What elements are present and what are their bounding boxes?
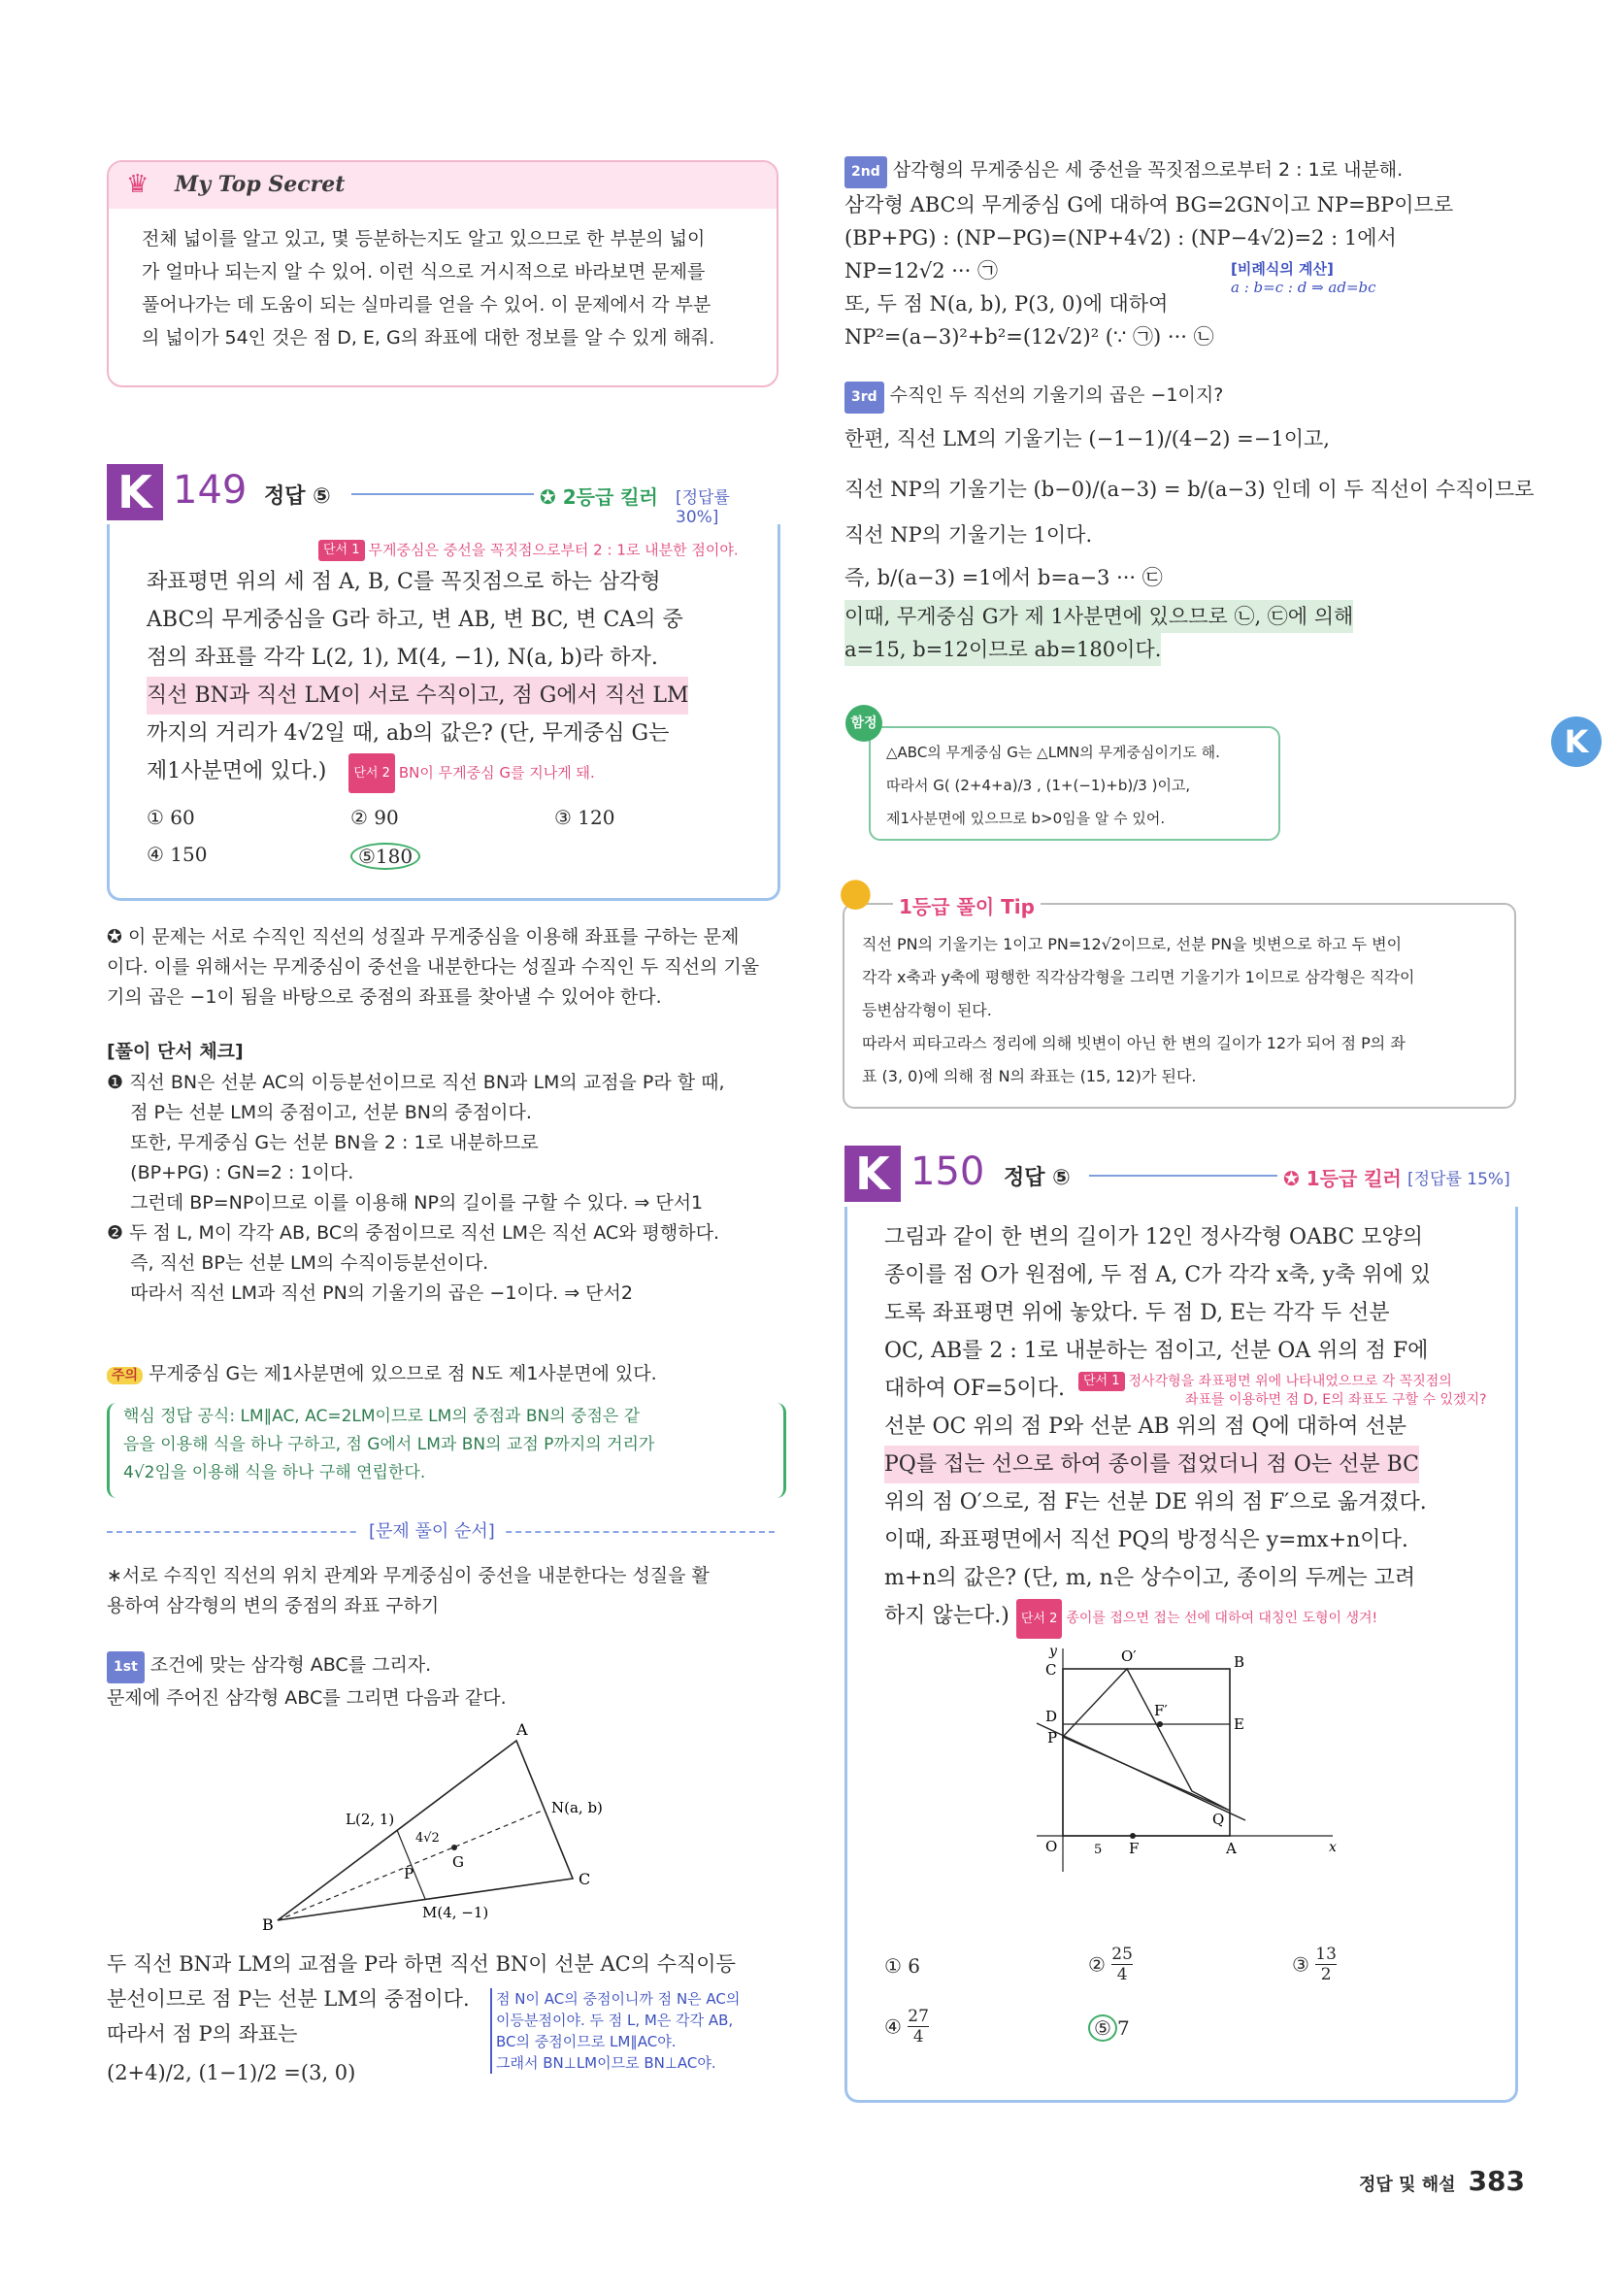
- step2-tag: 2nd: [844, 156, 887, 188]
- fraction-denominator: 4: [912, 2027, 924, 2046]
- problem-number: 150: [910, 1149, 985, 1194]
- hint2-tag: 단서 2: [1016, 1599, 1063, 1639]
- fraction-numerator: 27: [908, 2007, 929, 2026]
- problem-line: PQ를 접는 선으로 하여 종이를 접었더니 점 O는 선분 BC: [884, 1446, 1419, 1483]
- choice-5-correct[interactable]: [1088, 2016, 1130, 2040]
- label-b: B: [262, 1915, 274, 1934]
- step2: [844, 155, 1453, 353]
- problem-line-text: 제1사분면에 있다.): [147, 759, 327, 783]
- order-title: [문제 풀이 순서]: [359, 1517, 505, 1543]
- triangle-figure: [233, 1723, 641, 1937]
- choice-2[interactable]: [1088, 1945, 1133, 1984]
- step2-line: 또, 두 점 N(a, b), P(3, 0)에 대하여: [844, 292, 1169, 316]
- trap-line: 제1사분면에 있으므로 b>0임을 알 수 있어.: [886, 810, 1166, 827]
- k149-problem-text: [147, 563, 688, 793]
- step2-line: NP²=(a−3)²+b²=(12√2)² (∵ ㉠) ··· ㉡: [844, 325, 1214, 349]
- step1-tag: 1st: [107, 1651, 145, 1683]
- fraction-numerator: 25: [1111, 1945, 1133, 1964]
- tip-line: 따라서 피타고라스 정리에 의해 빗변이 아닌 한 변의 길이가 12가 되어 점 P의 좌: [862, 1034, 1406, 1052]
- top-secret-line: 가 얼마나 되는지 알 수 있어. 이런 식으로 거시적으로 바라보면 문제를: [142, 261, 706, 283]
- footer: [1359, 2165, 1525, 2197]
- page-number: 383: [1468, 2165, 1526, 2197]
- step3-line: 직선 NP의 기울기는 1이다.: [844, 523, 1093, 547]
- ratio-note-title: [비례식의 계산]: [1231, 260, 1334, 278]
- step1-title: 조건에 맞는 삼각형 ABC를 그리자.: [149, 1654, 432, 1676]
- hint2: [1016, 1611, 1377, 1626]
- side-tab-letter: K: [1564, 723, 1589, 760]
- problem-line: 선분 OC 위의 점 P와 선분 AB 위의 점 Q에 대하여 선분: [884, 1414, 1406, 1439]
- problem-line: 까지의 거리가 4√2일 때, ab의 값은? (단, 무게중심 G는: [147, 721, 670, 746]
- hint2-text: BN이 무게중심 G를 지나게 돼.: [398, 764, 595, 782]
- caution-text: 무게중심 G는 제1사분면에 있으므로 점 N도 제1사분면에 있다.: [149, 1363, 657, 1384]
- side-note-line: BC의 중점이므로 LM∥AC야.: [496, 2033, 677, 2050]
- formula-line: 핵심 정답 공식: LM∥AC, AC=2LM이므로 LM의 중점과 BN의 중점은 같: [123, 1407, 641, 1426]
- rate-label: [정답률 30%]: [676, 488, 730, 527]
- problem-line: 종이를 점 O가 원점에, 두 점 A, C가 각각 x축, y축 위에 있: [884, 1263, 1432, 1287]
- choice-4[interactable]: ④ 150: [147, 843, 208, 866]
- label-o: O: [1045, 1838, 1058, 1855]
- answer-label: 정답 ⑤: [264, 484, 331, 509]
- tip-line: 표 (3, 0)에 의해 점 N의 좌표는 (15, 12)가 된다.: [862, 1067, 1197, 1085]
- k150-header: [844, 1146, 1514, 1204]
- order-line: 용하여 삼각형의 변의 중점의 좌표 구하기: [107, 1595, 440, 1616]
- label-g: G: [452, 1853, 464, 1871]
- trap-line: △ABC의 무게중심 G는 △LMN의 무게중심이기도 해.: [886, 744, 1220, 761]
- trap-note: [850, 715, 1280, 841]
- choice-3[interactable]: [1292, 1945, 1337, 1984]
- order-text: [107, 1561, 710, 1621]
- top-secret-box: [107, 160, 778, 387]
- top-secret-line: 의 넓이가 54인 것은 점 D, E, G의 좌표에 대한 정보를 알 수 있게 해줘.: [142, 327, 715, 349]
- top-secret-header: [109, 162, 777, 209]
- step3-line: 직선 NP의 기울기는 (b−0)/(a−3) = b/(a−3) 인데 이 두 직선이 수직이므로: [844, 478, 1535, 501]
- after-line: (2+4)/2, (1−1)/2 =(3, 0): [107, 2061, 356, 2084]
- point-f: [1130, 1833, 1136, 1839]
- tip-line: 각각 x축과 y축에 평행한 직각삼각형을 그리면 기울기가 1이므로 삼각형은 직각이: [862, 968, 1415, 986]
- problem-line-text: 하지 않는다.): [884, 1604, 1009, 1628]
- choice-number: ④: [884, 2014, 902, 2039]
- step3-line: 이때, 무게중심 G가 제 1사분면에 있으므로 ㉡, ㉢에 의해: [844, 600, 1353, 633]
- step3: [844, 381, 1534, 666]
- problem-line: 위의 점 O′으로, 점 F는 선분 DE 위의 점 F′으로 옮겨졌다.: [884, 1490, 1427, 1514]
- hint1-tag: 단서 1: [318, 540, 365, 561]
- step3-line: 즉, b/(a−3) =1에서 b=a−3 ··· ㉢: [844, 566, 1163, 589]
- tip-line: 등변삼각형이 된다.: [862, 1001, 992, 1019]
- label-l: L(2, 1): [346, 1811, 395, 1828]
- step3-tag: 3rd: [844, 382, 884, 414]
- tip-line: 직선 PN의 기울기는 1이고 PN=12√2이므로, 선분 PN을 빗변으로 하고 두 변이: [862, 935, 1403, 953]
- label-a: A: [516, 1723, 528, 1739]
- grade-label: ✪ 2등급 킬러: [534, 482, 658, 510]
- choice-value: 6: [908, 1954, 921, 1978]
- label-p: P: [404, 1865, 414, 1882]
- choice-number: ③: [1292, 1952, 1309, 1977]
- label-five: 5: [1094, 1843, 1103, 1857]
- choice-5-correct[interactable]: ⑤180: [350, 843, 420, 870]
- k-badge: K: [844, 1146, 901, 1202]
- step2-line: NP=12√2 ··· ㉠: [844, 259, 998, 283]
- tip-box: [839, 870, 1516, 1109]
- step2-line: (BP+PG) : (NP−PG)=(NP+4√2) : (NP−4√2)=2 : 1에서: [844, 226, 1397, 250]
- check-line: 따라서 직선 LM과 직선 PN의 기울기의 곱은 −1이다. ⇒ 단서2: [107, 1282, 633, 1304]
- problem-line: ABC의 무게중심을 G라 하고, 변 AB, 변 BC, 변 CA의 중: [147, 608, 683, 632]
- order-line: ∗서로 수직인 직선의 위치 관계와 무게중심이 중선을 내분한다는 성질을 활: [107, 1565, 710, 1586]
- hint1-text: 무게중심은 중선을 꼭짓점으로부터 2 : 1로 내분한 점이야.: [368, 541, 739, 559]
- problem-line: m+n의 값은? (단, m, n은 상수이고, 종이의 두께는 고려: [884, 1566, 1416, 1590]
- choice-number: ①: [884, 1954, 902, 1978]
- hint1-tag: 단서 1: [1078, 1372, 1125, 1391]
- formula-box: [107, 1403, 786, 1498]
- check-line: 또한, 무게중심 G는 선분 BN을 2 : 1로 내분하므로: [107, 1132, 539, 1153]
- step1-text: 문제에 주어진 삼각형 ABC를 그리면 다음과 같다.: [107, 1687, 507, 1709]
- side-note-line: 그래서 BN⊥LM이므로 BN⊥AC야.: [496, 2054, 716, 2072]
- label-d: D: [1045, 1708, 1058, 1725]
- problem-line: [147, 752, 688, 793]
- problem-line: 좌표평면 위의 세 점 A, B, C를 꼭짓점으로 하는 삼각형: [147, 570, 661, 594]
- hint2: [348, 764, 594, 782]
- after-line: 분선이므로 점 P는 선분 LM의 중점이다.: [107, 1987, 470, 2011]
- label-o-prime: O′: [1121, 1647, 1137, 1665]
- top-secret-body: [142, 222, 714, 354]
- intro-line: 이다. 이를 위해서는 무게중심이 중선을 내분한다는 성질과 수직인 두 직선의 기울: [107, 956, 760, 978]
- check-line: ❶ 직선 BN은 선분 AC의 이등분선이므로 직선 BN과 LM의 교점을 P라 할 때,: [107, 1072, 725, 1093]
- hint1-text: 정사각형을 좌표평면 위에 나타내었으므로 각 꼭짓점의: [1128, 1374, 1452, 1389]
- fraction-denominator: 2: [1320, 1965, 1332, 1984]
- label-q: Q: [1212, 1811, 1225, 1828]
- formula-line: 음을 이용해 식을 하나 구하고, 점 G에서 LM과 BN의 교점 P까지의 거리가: [123, 1435, 655, 1454]
- problem-line: 그림과 같이 한 변의 길이가 12인 정사각형 OABC 모양의: [884, 1225, 1424, 1249]
- after-line: 따라서 점 P의 좌표는: [107, 2022, 298, 2046]
- label-p: P: [1047, 1729, 1058, 1747]
- label-f-prime: F′: [1154, 1702, 1168, 1719]
- formula-line: 4√2임을 이용해 식을 하나 구해 연립한다.: [123, 1463, 426, 1482]
- folding-figure: [1032, 1644, 1352, 1877]
- choice-1[interactable]: [884, 1954, 920, 1978]
- trap-line: 따라서 G( (2+4+a)/3 , (1+(−1)+b)/3 )이고,: [886, 777, 1191, 794]
- folded-flap: [1063, 1669, 1230, 1811]
- caution: [107, 1359, 657, 1391]
- k149-header: [107, 464, 777, 527]
- k150-hint1: [1078, 1372, 1487, 1409]
- footer-label: 정답 및 해설: [1359, 2175, 1456, 2195]
- bee-icon: ●: [839, 870, 873, 915]
- crown-icon: ♛: [126, 170, 149, 199]
- square-oabc: [1063, 1669, 1230, 1836]
- tip-title: 1등급 풀이 Tip: [893, 891, 1041, 919]
- point-fp: [1157, 1721, 1163, 1727]
- choice-number: ②: [1088, 1952, 1106, 1977]
- analysis-intro: [107, 922, 759, 1013]
- step3-line: a=15, b=12이므로 ab=180이다.: [844, 633, 1161, 666]
- check-line: ❷ 두 점 L, M이 각각 AB, BC의 중점이므로 직선 LM은 직선 AC와 평행하다.: [107, 1222, 719, 1244]
- label-y: y: [1049, 1644, 1057, 1659]
- caution-tag: 주의: [107, 1367, 143, 1384]
- hint2-text: 종이를 접으면 접는 선에 대하여 대칭인 도형이 생겨!: [1066, 1611, 1378, 1626]
- k-badge: K: [107, 464, 163, 520]
- top-secret-line: 전체 넓이를 알고 있고, 몇 등분하는지도 알고 있으므로 한 부분의 넓이: [142, 228, 706, 250]
- top-secret-title: My Top Secret: [175, 172, 346, 197]
- choice-4[interactable]: [884, 2007, 929, 2046]
- hint2-tag: 단서 2: [348, 753, 395, 793]
- label-b: B: [1234, 1653, 1245, 1671]
- check-line: 점 P는 선분 LM의 중점이고, 선분 BN의 중점이다.: [107, 1102, 532, 1123]
- label-e: E: [1234, 1715, 1244, 1733]
- hint1-text: 좌표를 이용하면 점 D, E의 좌표도 구할 수 있겠지?: [1185, 1392, 1487, 1408]
- step1: [107, 1650, 507, 1714]
- answer-label: 정답 ⑤: [1004, 1166, 1071, 1190]
- k149-problem-box: [107, 524, 780, 901]
- label-m: M(4, −1): [422, 1904, 489, 1921]
- intro-line: 기의 곱은 −1이 됨을 바탕으로 중점의 좌표를 찾아낼 수 있어야 한다.: [107, 986, 662, 1008]
- choice-value: 7: [1116, 2016, 1130, 2040]
- problem-line: OC, AB를 2 : 1로 내분하는 점이고, 선분 OA 위의 점 F에: [884, 1339, 1429, 1363]
- label-c: C: [1045, 1661, 1057, 1679]
- choice-1[interactable]: ① 60: [147, 806, 195, 829]
- fraction-numerator: 13: [1315, 1945, 1337, 1964]
- side-note: [490, 1988, 740, 2074]
- side-tab-k: [1551, 716, 1602, 767]
- hint1: [318, 540, 739, 561]
- label-distance: 4√2: [415, 1831, 440, 1846]
- problem-line: 이때, 좌표평면에서 직선 PQ의 방정식은 y=mx+n이다.: [884, 1528, 1408, 1552]
- problem-line: [884, 1597, 1431, 1639]
- step3-line: 한편, 직선 LM의 기울기는 (−1−1)/(4−2) =−1이고,: [844, 427, 1330, 450]
- ratio-note: [1231, 258, 1376, 296]
- choice-number: ⑤: [1088, 2014, 1117, 2042]
- grade-label: ✪ 1등급 킬러: [1277, 1163, 1402, 1191]
- k150-problem-box: [844, 1207, 1518, 2103]
- choice-3[interactable]: ③ 120: [554, 806, 615, 829]
- problem-number: 149: [173, 468, 248, 513]
- problem-line: 직선 BN과 직선 LM이 서로 수직이고, 점 G에서 직선 LM: [147, 677, 688, 715]
- label-x: x: [1329, 1840, 1337, 1855]
- side-note-line: 점 N이 AC의 중점이니까 점 N은 AC의: [496, 1990, 741, 2008]
- k150-problem-text: [884, 1218, 1431, 1639]
- clue-check-list: [107, 1068, 725, 1309]
- rate-label: [정답률 15%]: [1407, 1170, 1510, 1189]
- k150-choices: [884, 1945, 1486, 2061]
- trap-tag: 함정: [845, 705, 882, 742]
- side-note-line: 이등분점이야. 두 점 L, M은 각각 AB,: [496, 2012, 734, 2029]
- problem-line: 대하여 OF=5이다.: [884, 1377, 1065, 1401]
- label-c: C: [579, 1870, 591, 1888]
- problem-line: 도록 좌표평면 위에 놓았다. 두 점 D, E는 각각 두 선분: [884, 1301, 1390, 1325]
- check-title: [풀이 단서 체크]: [107, 1041, 244, 1062]
- step2-line: 삼각형 ABC의 무게중심 G에 대하여 BG=2GN이고 NP=BP이므로: [844, 193, 1454, 216]
- ratio-note-text: a : b=c : d ⇒ ad=bc: [1231, 279, 1376, 296]
- fraction-denominator: 4: [1116, 1965, 1128, 1984]
- label-f: F: [1129, 1840, 1140, 1857]
- step3-title: 수직인 두 직선의 기울기의 곱은 −1이지?: [889, 384, 1224, 406]
- label-a: A: [1226, 1840, 1237, 1857]
- check-line: 즉, 직선 BP는 선분 LM의 수직이등분선이다.: [107, 1252, 489, 1274]
- point-g: [451, 1845, 457, 1850]
- label-n: N(a, b): [551, 1799, 603, 1816]
- top-secret-line: 풀어나가는 데 도움이 되는 실마리를 얻을 수 있어. 이 문제에서 각 부분: [142, 294, 711, 316]
- check-line: (BP+PG) : GN=2 : 1이다.: [107, 1162, 354, 1183]
- intro-line: ✪ 이 문제는 서로 수직인 직선의 성질과 무게중심을 이용해 좌표를 구하는 문제: [107, 926, 740, 948]
- step2-title: 삼각형의 무게중심은 세 중선을 꼭짓점으로부터 2 : 1로 내분해.: [892, 159, 1404, 181]
- problem-line: 점의 좌표를 각각 L(2, 1), M(4, −1), N(a, b)라 하자.: [147, 646, 658, 670]
- check-line: 그런데 BP=NP이므로 이를 이용해 NP의 길이를 구할 수 있다. ⇒ 단서1: [107, 1192, 704, 1214]
- choice-2[interactable]: ② 90: [350, 806, 399, 829]
- after-line: 두 직선 BN과 LM의 교점을 P라 하면 직선 BN이 선분 AC의 수직이등: [107, 1952, 736, 1976]
